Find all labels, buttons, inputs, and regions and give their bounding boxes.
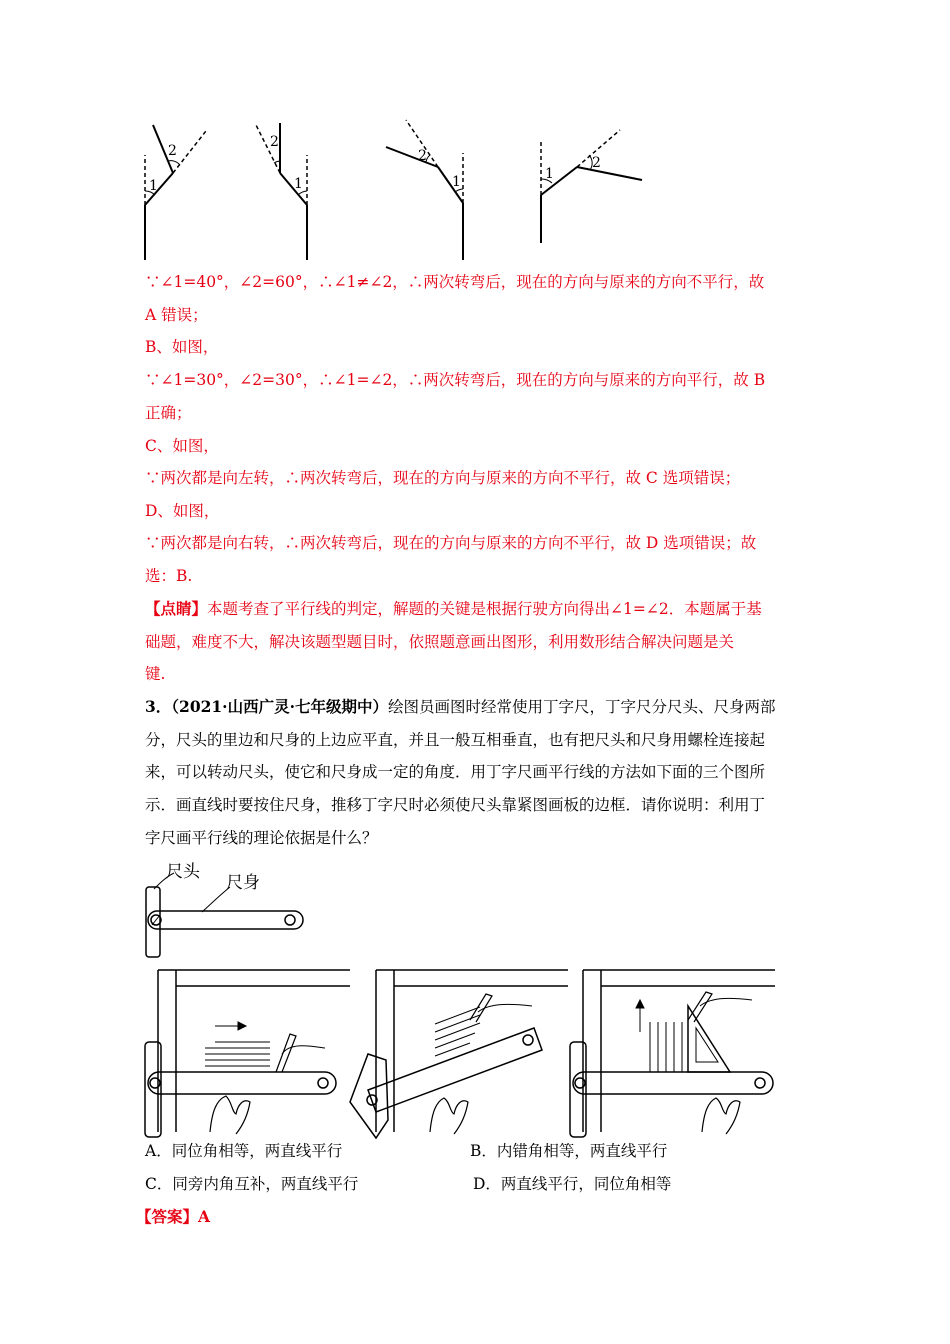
figure-c — [386, 120, 463, 260]
turn-figures — [130, 115, 660, 265]
board-1 — [145, 970, 350, 1137]
comment-tag: 【点睛】 — [145, 599, 208, 618]
question-line-2: 分，尺头的里边和尺身的上边应平直，并且一般互相垂直，也有把尺头和尺身用螺栓连接起 — [145, 731, 766, 749]
answer-value: A — [198, 1207, 211, 1226]
solution-line-4: ∵∠1=30°，∠2=30°，∴∠1=∠2，∴两次转弯后，现在的方向与原来的方向平行，故 B — [145, 371, 766, 389]
label-d-2: 2 — [592, 155, 601, 171]
question-line-5: 字尺画平行线的理论依据是什么？ — [145, 829, 378, 847]
board-2 — [350, 970, 568, 1138]
option-d: D．两直线平行，同位角相等 — [473, 1175, 672, 1193]
question-source: （2021·山西广灵·七年级期中） — [171, 697, 388, 716]
option-c: C．同旁内角互补，两直线平行 — [145, 1175, 359, 1193]
drawing-board-figures — [140, 962, 790, 1142]
label-a-2: 2 — [168, 143, 177, 159]
solution-line-6: C、如图， — [145, 437, 219, 455]
question-line-4: 示．画直线时要按住尺身，推移丁字尺时必须使尺头靠紧图画板的边框．请你说明：利用丁 — [145, 796, 766, 814]
answer-tag: 【答案】 — [136, 1207, 199, 1226]
label-c-2: 2 — [418, 148, 427, 164]
comment-line-1 — [145, 599, 762, 619]
comment-line-3: 键. — [145, 665, 166, 683]
option-a: A．同位角相等，两直线平行 — [145, 1142, 343, 1160]
solution-line-1: ∵∠1=40°，∠2=60°，∴∠1≠∠2，∴两次转弯后，现在的方向与原来的方向不平行，故 — [145, 273, 765, 291]
solution-line-9: ∵两次都是向右转，∴两次转弯后，现在的方向与原来的方向不平行，故 D 选项错误；故 — [145, 534, 757, 552]
solution-line-10: 选：B. — [145, 567, 193, 585]
label-d-1: 1 — [545, 166, 554, 182]
comment-line-2: 础题，难度不大，解决该题型题目时，依照题意画出图形，利用数形结合解决问题是关 — [145, 633, 735, 651]
label-b-2: 2 — [270, 134, 279, 150]
solution-line-2: A 错误； — [145, 306, 208, 324]
solution-line-8: D、如图， — [145, 502, 220, 520]
label-a-1: 1 — [149, 178, 158, 194]
question-line-1 — [145, 697, 776, 717]
question-text-1: 绘图员画图时经常使用丁字尺，丁字尺分尺头、尺身两部 — [387, 698, 776, 716]
comment-text-1: 本题考查了平行线的判定，解题的关键是根据行驶方向得出∠1=∠2．本题属于基 — [207, 600, 762, 618]
board-3 — [570, 970, 775, 1137]
solution-line-7: ∵两次都是向左转，∴两次转弯后，现在的方向与原来的方向不平行，故 C 选项错误； — [145, 469, 741, 487]
t-square-figure — [140, 855, 310, 960]
figure-d — [541, 130, 642, 243]
solution-line-3: B、如图， — [145, 338, 219, 356]
question-number: 3． — [145, 697, 172, 716]
ruler-head-label: 尺头 — [166, 862, 200, 882]
label-c-1: 1 — [452, 174, 461, 190]
option-b: B．内错角相等，两直线平行 — [470, 1142, 668, 1160]
answer-line — [136, 1207, 210, 1227]
question-line-3: 来，可以转动尺头，使它和尺身成一定的角度．用丁字尺画平行线的方法如下面的三个图所 — [145, 763, 766, 781]
solution-line-5: 正确； — [145, 404, 192, 422]
ruler-body-label: 尺身 — [226, 873, 260, 893]
label-b-1: 1 — [294, 176, 303, 192]
